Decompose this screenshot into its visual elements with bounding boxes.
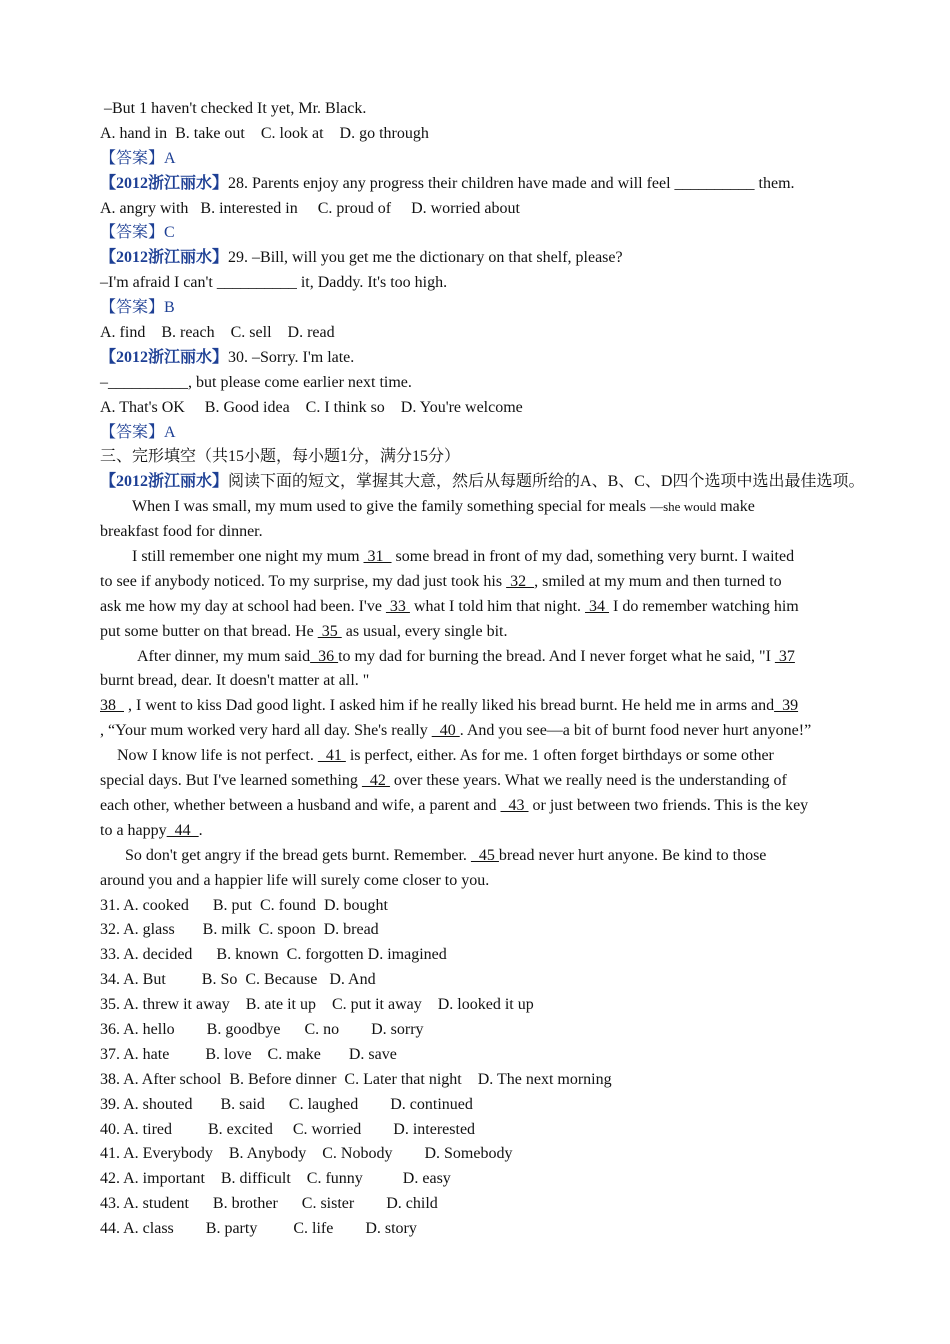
passage-text: some bread in front of my dad, something very burnt. I waited	[391, 548, 795, 566]
blank-33: 33	[385, 597, 410, 615]
blank-43: 43	[500, 796, 529, 814]
passage-text: When I was small, my mum used to give the family something special for meals	[132, 498, 651, 516]
option-line-44: 44. A. class B. party C. life D. story	[100, 1220, 417, 1238]
passage-text: is perfect, either. As for me. 1 often forget birthdays or some other	[345, 747, 774, 765]
q28-question: 28. Parents enjoy any progress their children have made and will feel __________ them.	[228, 174, 795, 192]
blank-34: 34	[585, 597, 610, 615]
q28-answer: 【答案】C	[100, 224, 175, 242]
option-line-31: 31. A. cooked B. put C. found D. bought	[100, 896, 388, 914]
q29-source: 【2012浙江丽水】	[100, 249, 229, 267]
passage-p3-line3	[100, 694, 852, 719]
passage-p3-line2: burnt bread, dear. It doesn't matter at all. "	[100, 672, 370, 690]
section3-heading: 三、完形填空（共15小题，每小题1分，满分15分）	[100, 448, 461, 466]
passage-text: bread never hurt anyone. Be kind to those	[498, 846, 767, 864]
passage-text: I do remember watching him	[609, 597, 799, 615]
passage-text: to my dad for burning the bread. And I never forget what he said, "I	[338, 647, 775, 665]
q30-question: 30. –Sorry. I'm late.	[228, 348, 355, 366]
blank-31: 31	[363, 548, 392, 566]
passage-text: I still remember one night my mum	[132, 548, 364, 566]
passage-text: . And you see—a bit of burnt food never hurt anyone!”	[459, 722, 812, 740]
document-page	[100, 97, 865, 1242]
passage-p2-line4	[100, 620, 852, 645]
q29-question: 29. –Bill, will you get me the dictionary on that shelf, please?	[228, 249, 623, 267]
blank-44: 44	[166, 821, 199, 839]
passage-p4-line2	[100, 769, 852, 794]
blank-37: 37	[774, 647, 795, 665]
option-line-32: 32. A. glass B. milk C. spoon D. bread	[100, 921, 379, 939]
passage-text: So don't get angry if the bread gets burnt. Remember.	[125, 846, 471, 864]
blank-36: 36	[310, 647, 339, 665]
passage-p5-line1	[100, 844, 852, 869]
passage-p3-line4	[100, 719, 852, 744]
passage-text: ask me how my day at school had been. I've	[100, 597, 386, 615]
passage-text: make	[716, 498, 755, 516]
blank-32: 32	[506, 572, 535, 590]
blank-39: 39	[774, 697, 799, 715]
option-line-43: 43. A. student B. brother C. sister D. child	[100, 1195, 438, 1213]
passage-text: , I went to kiss Dad good light. I asked him if he really liked his bread burnt. He held me in arms and	[124, 697, 775, 715]
blank-45: 45	[470, 846, 499, 864]
q29-options: A. find B. reach C. sell D. read	[100, 324, 335, 342]
passage-text: as usual, every single bit.	[341, 622, 508, 640]
q30-answer: 【答案】A	[100, 423, 176, 441]
blank-41: 41	[317, 747, 346, 765]
section3-source: 【2012浙江丽水】	[100, 473, 229, 491]
option-line-40: 40. A. tired B. excited C. worried D. interested	[100, 1120, 476, 1138]
q28-source: 【2012浙江丽水】	[100, 174, 229, 192]
passage-text: special days. But I've learned something	[100, 772, 362, 790]
passage-p1-line2: breakfast food for dinner.	[100, 523, 263, 541]
blank-35: 35	[317, 622, 342, 640]
q27-reply: –But 1 haven't checked It yet, Mr. Black.	[100, 100, 367, 117]
option-line-39: 39. A. shouted B. said C. laughed D. continued	[100, 1095, 473, 1113]
passage-text: to see if anybody noticed. To my surprise, my dad just took his	[100, 572, 507, 590]
q30-options: A. That's OK B. Good idea C. I think so D. You're welcome	[100, 398, 523, 416]
passage-text: what I told him that night.	[409, 597, 586, 615]
q28-options: A. angry with B. interested in C. proud of D. worried about	[100, 199, 520, 217]
option-line-33: 33. A. decided B. known C. forgotten D. imagined	[100, 946, 447, 964]
q29-reply: –I'm afraid I can't __________ it, Daddy. It's too high.	[100, 274, 448, 292]
q27-answer: 【答案】A	[100, 149, 176, 167]
option-line-34: 34. A. But B. So C. Because D. And	[100, 971, 376, 989]
passage-text: , smiled at my mum and then turned to	[534, 572, 782, 590]
passage-p2-line2	[100, 570, 852, 595]
option-line-41: 41. A. Everybody B. Anybody C. Nobody D. Somebody	[100, 1145, 513, 1163]
passage-text: , “Your mum worked very hard all day. She's really	[100, 722, 432, 740]
passage-text: put some butter on that bread. He	[100, 622, 318, 640]
q30-source: 【2012浙江丽水】	[100, 348, 229, 366]
q29-question-line	[100, 246, 852, 271]
blank-38: 38	[100, 697, 124, 715]
section3-instruction-line	[100, 470, 865, 495]
q29-answer: 【答案】B	[100, 299, 175, 317]
blank-40: 40	[431, 722, 460, 740]
q30-reply: –__________, but please come earlier next time.	[100, 373, 412, 391]
passage-p2-line3	[100, 595, 852, 620]
option-line-36: 36. A. hello B. goodbye C. no D. sorry	[100, 1020, 424, 1038]
option-line-35: 35. A. threw it away B. ate it up C. put it away D. looked it up	[100, 996, 534, 1014]
passage-text: or just between two friends. This is the key	[528, 796, 809, 814]
q28-question-line	[100, 172, 852, 197]
passage-text: over these years. What we really need is the understanding of	[389, 772, 787, 790]
option-line-38: 38. A. After school B. Before dinner C. Later that night D. The next morning	[100, 1070, 612, 1088]
passage-p4-line4	[100, 819, 852, 844]
passage-text: Now I know life is not perfect.	[117, 747, 318, 765]
passage-text-small: —she would	[650, 499, 717, 515]
passage-text: After dinner, my mum said	[137, 647, 311, 665]
passage-p5-line2: around you and a happier life will surely come closer to you.	[100, 871, 490, 889]
passage-text: each other, whether between a husband and wife, a parent and	[100, 796, 501, 814]
passage-p4-line1	[100, 744, 852, 769]
option-line-42: 42. A. important B. difficult C. funny D. easy	[100, 1170, 451, 1188]
q30-question-line	[100, 346, 852, 371]
passage-text: .	[198, 821, 203, 839]
passage-text: to a happy	[100, 821, 167, 839]
section3-instruction: 阅读下面的短文，掌握其大意，然后从每题所给的A、B、C、D四个选项中选出最佳选项。	[228, 473, 865, 491]
passage-p2-line1	[100, 545, 852, 570]
q27-options: A. hand in B. take out C. look at D. go through	[100, 124, 429, 142]
passage-p4-line3	[100, 794, 852, 819]
passage-p1-line1	[100, 495, 852, 520]
option-line-37: 37. A. hate B. love C. make D. save	[100, 1045, 397, 1063]
passage-p3-line1	[100, 645, 852, 670]
blank-42: 42	[361, 772, 390, 790]
